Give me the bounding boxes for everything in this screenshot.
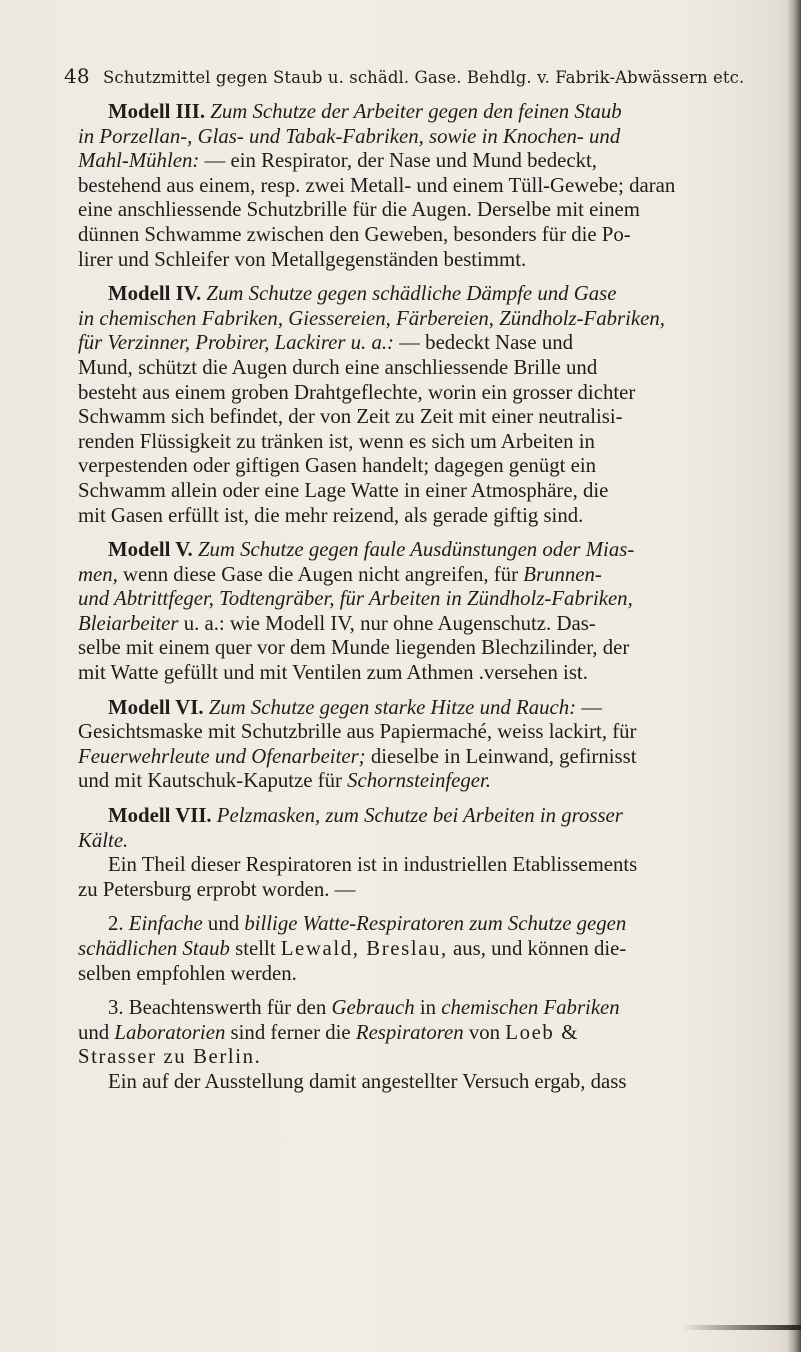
text-line: Schwamm sich befindet, der von Zeit zu Zeit mit einer neutralisi- <box>78 405 623 429</box>
text-line <box>78 1021 726 1046</box>
text-line: selbe mit einem quer vor dem Munde liegenden Blechzilinder, der <box>78 636 630 660</box>
italic-text: Zum Schutze gegen starke Hitze und Rauch: <box>203 695 577 719</box>
text-line: Gesichtsmaske mit Schutzbrille aus Papiermaché, weiss lackirt, für <box>78 720 637 744</box>
text-line <box>78 100 726 125</box>
body-text-run: 2. <box>108 912 129 936</box>
text-line: mit Watte gefüllt und mit Ventilen zum Athmen .versehen ist. <box>78 661 588 685</box>
spaced-text: Loeb & <box>505 1020 579 1044</box>
text-line <box>78 804 726 829</box>
body-text-run: sind ferner die <box>225 1020 356 1044</box>
text-line <box>78 612 726 637</box>
body-text-run: und <box>78 1020 115 1044</box>
italic-text: Bleiarbeiter <box>78 611 179 635</box>
body-text-run: — bedeckt Nase und <box>393 331 574 355</box>
spaced-text: Lewald, Breslau, <box>280 937 448 960</box>
italic-text: Einfache <box>128 912 203 936</box>
italic-text: men, <box>78 562 118 586</box>
body-text-run: u. a.: wie Modell IV, nur ohne Augenschutz. Das- <box>178 611 596 635</box>
text-line: renden Flüssigkeit zu tränken ist, wenn es sich um Arbeiten in <box>78 429 595 453</box>
text-line <box>78 696 726 721</box>
body-text-run: 3. Beachtenswerth für den <box>108 996 332 1020</box>
running-head-title: Schutzmittel gegen Staub u. schädl. Gase. Behdlg. v. Fabrik-Abwässern etc. <box>103 68 745 87</box>
model-heading: Modell III. <box>108 100 206 123</box>
italic-text: Pelzmasken, zum Schutze bei Arbeiten in grosser <box>211 804 623 828</box>
model-heading: Modell VI. <box>108 695 204 719</box>
italic-text: und Abtrittfeger, Todtengräber, für Arbeiten in Zündholz-Fabriken, <box>78 587 633 611</box>
text-line <box>78 563 726 588</box>
body-text-run: wenn diese Gase die Augen nicht angreifen, für <box>117 562 524 586</box>
italic-text: in Porzellan-, Glas- und Tabak-Fabriken, sowie in Knochen- und <box>78 124 621 148</box>
text-line: eine anschliessende Schutzbrille für die Augen. Derselbe mit einem <box>78 198 640 222</box>
italic-text: chemischen Fabriken <box>441 996 620 1020</box>
body-text-run: — <box>576 695 603 719</box>
text-line: zu Petersburg erprobt worden. — <box>78 877 356 901</box>
text-line: Mund, schützt die Augen durch eine anschliessende Brille und <box>78 355 598 379</box>
italic-text: Zum Schutze der Arbeiter gegen den feinen Staub <box>205 100 622 123</box>
text-line: verpestenden oder giftigen Gasen handelt; dagegen genügt ein <box>78 454 597 478</box>
italic-text: Brunnen- <box>523 562 602 586</box>
text-line <box>78 769 726 794</box>
text-line <box>78 996 726 1021</box>
body-text-run: und <box>202 912 245 936</box>
text-line <box>78 307 726 332</box>
model-heading: Modell V. <box>108 538 193 562</box>
text-line <box>78 937 726 962</box>
body-text-run: und mit Kautschuk-Kaputze für <box>78 769 348 793</box>
italic-text: für Verzinner, Probirer, Lackirer u. a.: <box>78 331 394 355</box>
italic-text: Zum Schutze gegen schädliche Dämpfe und Gase <box>201 282 617 306</box>
text-line <box>78 538 726 563</box>
text-line: mit Gasen erfüllt ist, die mehr reizend, als gerade giftig sind. <box>78 503 584 527</box>
text-line: dünnen Schwamme zwischen den Geweben, besonders für die Po- <box>78 222 631 246</box>
body-text-run: dieselbe in Leinwand, gefirnisst <box>365 744 637 768</box>
text-line <box>78 587 726 612</box>
text-line: selben empfohlen werden. <box>78 961 297 985</box>
text-line <box>78 912 726 937</box>
body-text-run: — ein Respirator, der Nase und Mund bedeckt, <box>199 149 597 173</box>
body-text-run: von <box>463 1020 506 1044</box>
italic-text: Mahl-Mühlen: <box>78 149 200 173</box>
page-number: 48 <box>64 64 90 88</box>
text-line: Schwamm allein oder eine Lage Watte in einer Atmosphäre, die <box>78 478 609 502</box>
model-heading: Modell VII. <box>108 804 212 828</box>
text-line: Ein Theil dieser Respiratoren ist in industriellen Etablissements <box>108 853 638 877</box>
body-text <box>78 100 726 1095</box>
text-line <box>78 125 726 150</box>
italic-text: in chemischen Fabriken, Giessereien, Färbereien, Zündholz-Fabriken, <box>78 306 665 330</box>
text-line: Ein auf der Ausstellung damit angestellter Versuch ergab, dass <box>108 1069 627 1093</box>
text-line: Strasser zu Berlin. <box>78 1045 262 1069</box>
body-text-run: aus, und können die- <box>447 937 627 960</box>
italic-text: Kälte. <box>78 828 129 852</box>
text-line <box>78 149 726 174</box>
body-text-run: stellt <box>229 937 281 960</box>
italic-text: Gebrauch <box>331 996 415 1020</box>
text-line <box>78 331 726 356</box>
model-heading: Modell IV. <box>108 282 202 306</box>
text-line <box>78 745 726 770</box>
italic-text: Respiratoren <box>355 1020 464 1044</box>
italic-text: Feuerwehrleute und Ofenarbeiter; <box>78 744 366 768</box>
text-line <box>78 829 726 854</box>
italic-text: Zum Schutze gegen faule Ausdünstungen oder Mias- <box>192 538 635 562</box>
text-line: bestehend aus einem, resp. zwei Metall- und einem Tüll-Gewebe; daran <box>78 173 676 197</box>
body-text-run: in <box>414 996 442 1020</box>
text-line: besteht aus einem groben Drahtgeflechte, worin ein grosser dichter <box>78 380 636 404</box>
text-line: lirer und Schleifer von Metallgegenständen bestimmt. <box>78 247 527 271</box>
page-edge-line <box>681 1325 801 1330</box>
page-edge-shadow <box>787 0 801 1352</box>
text-line <box>78 282 726 307</box>
italic-text: Laboratorien <box>114 1020 226 1044</box>
running-header <box>64 64 745 88</box>
italic-text: billige Watte-Respiratoren zum Schutze gegen <box>244 912 627 936</box>
italic-text: Schornsteinfeger. <box>347 769 491 793</box>
italic-text: schädlichen Staub <box>78 937 230 960</box>
